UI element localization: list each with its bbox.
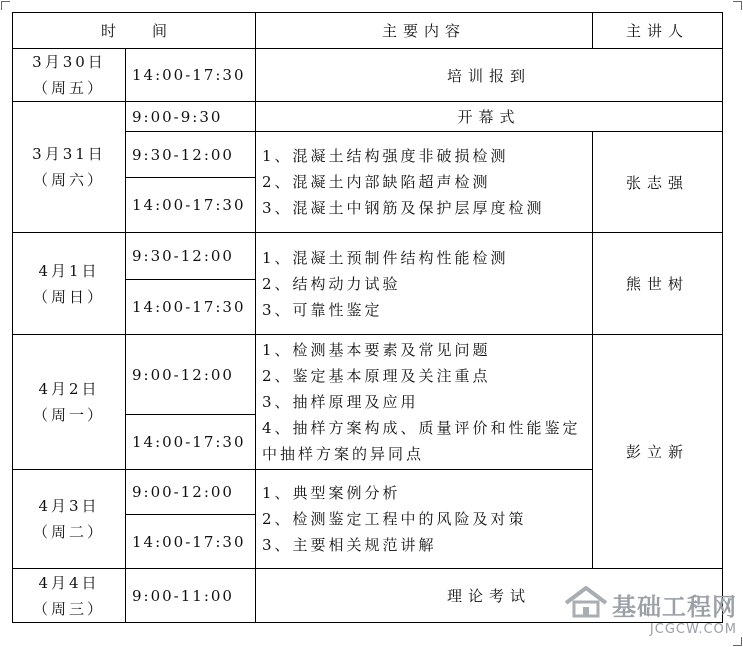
content-cell: 开幕式 <box>256 102 723 132</box>
content-line: 3、可靠性鉴定 <box>262 300 383 319</box>
speaker-cell: 熊世树 <box>593 233 723 335</box>
time-slot: 9:00-12:00 <box>126 335 256 415</box>
time-slot: 14:00-17:30 <box>126 280 256 335</box>
content-line: 2、检测鉴定工程中的风险及对策 <box>262 510 527 528</box>
content-cell <box>256 132 593 233</box>
content-line: 2、混凝土内部缺陷超声检测 <box>262 173 491 191</box>
date-cell: 3月31日 （周六） <box>13 102 126 233</box>
content-line: 1、检测基本要素及常见问题 <box>262 341 491 359</box>
table-row <box>13 49 723 102</box>
time-slot: 14:00-17:30 <box>126 49 256 102</box>
speaker-cell: 彭立新 <box>593 335 723 569</box>
content-line: 3、主要相关规范讲解 <box>262 536 437 554</box>
watermark-title: 基础工程网 <box>612 593 737 621</box>
time-slot: 9:00-11:00 <box>126 569 256 623</box>
table-header-row <box>13 13 723 49</box>
table-row <box>13 233 723 280</box>
date-cell: 4月1日 （周日） <box>13 233 126 335</box>
header-content: 主要内容 <box>256 13 593 49</box>
date-cell: 4月4日 （周三） <box>13 569 126 623</box>
table-row <box>13 335 723 415</box>
content-line: 1、混凝土结构强度非破损检测 <box>262 147 509 165</box>
speaker-cell: 张志强 <box>593 132 723 233</box>
page-corner-marker <box>733 637 742 646</box>
content-line: 2、结构动力试验 <box>262 274 401 293</box>
time-slot: 9:30-12:00 <box>126 233 256 280</box>
date-cell: 4月2日 （周一） <box>13 335 126 470</box>
time-slot: 14:00-17:30 <box>126 178 256 233</box>
content-line: 4、抽样方案构成、质量评价和性能鉴定中抽样方案的异同点 <box>262 419 581 463</box>
header-speaker: 主讲人 <box>593 13 723 49</box>
time-slot: 9:00-9:30 <box>126 102 256 132</box>
content-line: 3、抽样原理及应用 <box>262 393 419 411</box>
content-line: 2、鉴定基本原理及关注重点 <box>262 367 491 385</box>
content-line: 3、混凝土中钢筋及保护层厚度检测 <box>262 199 545 217</box>
watermark-url: JCGCW.COM <box>649 622 737 637</box>
house-logo-icon <box>564 585 608 619</box>
header-time: 时 间 <box>13 13 256 49</box>
content-line: 1、混凝土预制件结构性能检测 <box>262 248 509 267</box>
content-cell <box>256 233 593 335</box>
time-slot: 9:00-12:00 <box>126 470 256 515</box>
time-slot: 9:30-12:00 <box>126 132 256 178</box>
content-cell <box>256 470 593 569</box>
time-slot: 14:00-17:30 <box>126 415 256 470</box>
time-slot: 14:00-17:30 <box>126 515 256 569</box>
page-corner-marker <box>1 1 10 10</box>
schedule-table <box>12 12 723 623</box>
site-watermark <box>612 587 737 637</box>
content-cell: 培训报到 <box>256 49 723 102</box>
content-cell <box>256 335 593 470</box>
page-corner-marker <box>733 1 742 10</box>
content-cell: 理论考试 <box>256 569 723 623</box>
date-cell: 4月3日 （周二） <box>13 470 126 569</box>
table-row <box>13 102 723 132</box>
content-line: 1、典型案例分析 <box>262 484 401 502</box>
date-cell: 3月30日 （周五） <box>13 49 126 102</box>
